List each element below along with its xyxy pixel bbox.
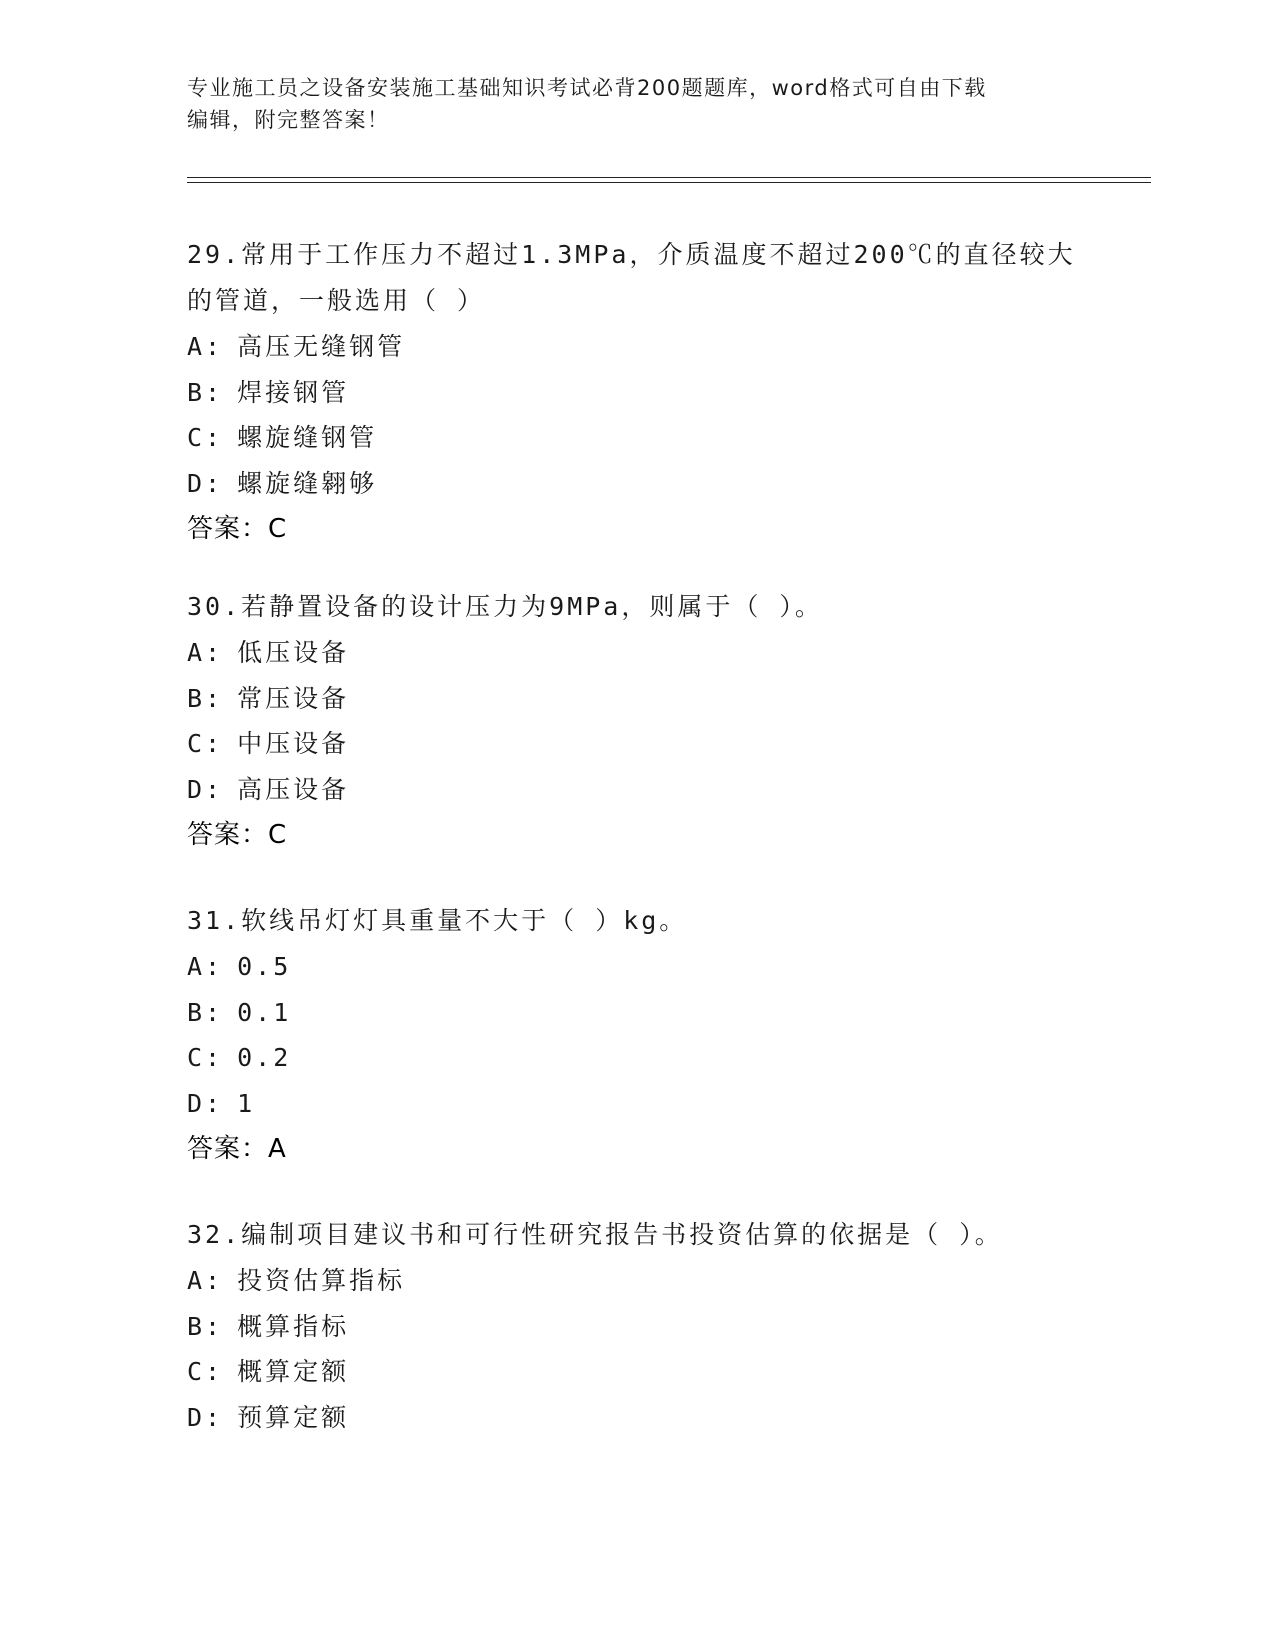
option-c — [187, 721, 1087, 767]
option-d — [187, 767, 1087, 813]
option-text: 概算指标 — [237, 1311, 350, 1341]
question-stem-continued: 的管道，一般选用（ ） — [187, 286, 486, 315]
option-a — [187, 944, 1087, 990]
header-line-1: 专业施工员之设备安装施工基础知识考试必背200题题库，word格式可自由下载 — [187, 76, 987, 100]
question-stem: 31.软线吊灯灯具重量不大于（ ）kg。 — [187, 906, 688, 935]
option-key: A: — [187, 952, 224, 981]
option-text: 概算定额 — [237, 1357, 350, 1386]
option-key: B: — [187, 997, 224, 1027]
option-text: 低压设备 — [237, 638, 350, 667]
option-key: D: — [187, 1402, 224, 1432]
option-text: 投资估算指标 — [237, 1266, 406, 1295]
header-line-2: 编辑，附完整答案！ — [187, 108, 390, 132]
option-text: 预算定额 — [237, 1402, 350, 1432]
option-c — [187, 415, 1087, 461]
option-b — [187, 370, 1087, 416]
question-29 — [187, 232, 1087, 552]
option-text: 螺旋缝翱够 — [237, 468, 378, 498]
option-text: 常压设备 — [237, 683, 350, 713]
option-key: C: — [187, 1043, 224, 1072]
option-text: 高压设备 — [237, 774, 350, 804]
option-text: 高压无缝钢管 — [237, 332, 406, 361]
option-d — [187, 461, 1087, 507]
option-c — [187, 1349, 1087, 1395]
option-a — [187, 630, 1087, 676]
option-key: C: — [187, 729, 224, 758]
option-text: 焊接钢管 — [237, 377, 350, 407]
option-b — [187, 990, 1087, 1036]
header-divider-bottom — [187, 182, 1151, 183]
question-stem: 30.若静置设备的设计压力为9MPa，则属于（ ）。 — [187, 592, 823, 621]
option-key: D: — [187, 1088, 224, 1118]
option-key: C: — [187, 423, 224, 452]
question-stem: 29.常用于工作压力不超过1.3MPa，介质温度不超过200℃的直径较大 — [187, 240, 1076, 269]
option-key: D: — [187, 774, 224, 804]
option-text: 0.2 — [237, 1043, 292, 1072]
answer: 答案：C — [187, 514, 288, 544]
option-key: B: — [187, 1311, 224, 1341]
option-text: 螺旋缝钢管 — [237, 423, 378, 452]
option-b — [187, 676, 1087, 722]
option-text: 中压设备 — [237, 729, 350, 758]
option-key: A: — [187, 332, 224, 361]
option-key: C: — [187, 1357, 224, 1386]
header-divider-top — [187, 177, 1151, 178]
option-key: B: — [187, 683, 224, 713]
option-key: B: — [187, 377, 224, 407]
option-d — [187, 1081, 1087, 1127]
question-30 — [187, 584, 1087, 858]
option-a — [187, 324, 1087, 370]
option-text: 1 — [237, 1088, 256, 1118]
answer: 答案：A — [187, 1134, 287, 1164]
option-key: D: — [187, 468, 224, 498]
option-d — [187, 1395, 1087, 1441]
option-b — [187, 1304, 1087, 1350]
document-header — [187, 72, 1087, 136]
option-key: A: — [187, 1266, 224, 1295]
option-a — [187, 1258, 1087, 1304]
answer: 答案：C — [187, 820, 288, 850]
option-c — [187, 1035, 1087, 1081]
option-text: 0.1 — [237, 997, 292, 1027]
question-32 — [187, 1212, 1087, 1440]
option-key: A: — [187, 638, 224, 667]
option-text: 0.5 — [237, 952, 292, 981]
question-31 — [187, 898, 1087, 1172]
question-stem: 32.编制项目建议书和可行性研究报告书投资估算的依据是（ ）。 — [187, 1220, 1003, 1249]
